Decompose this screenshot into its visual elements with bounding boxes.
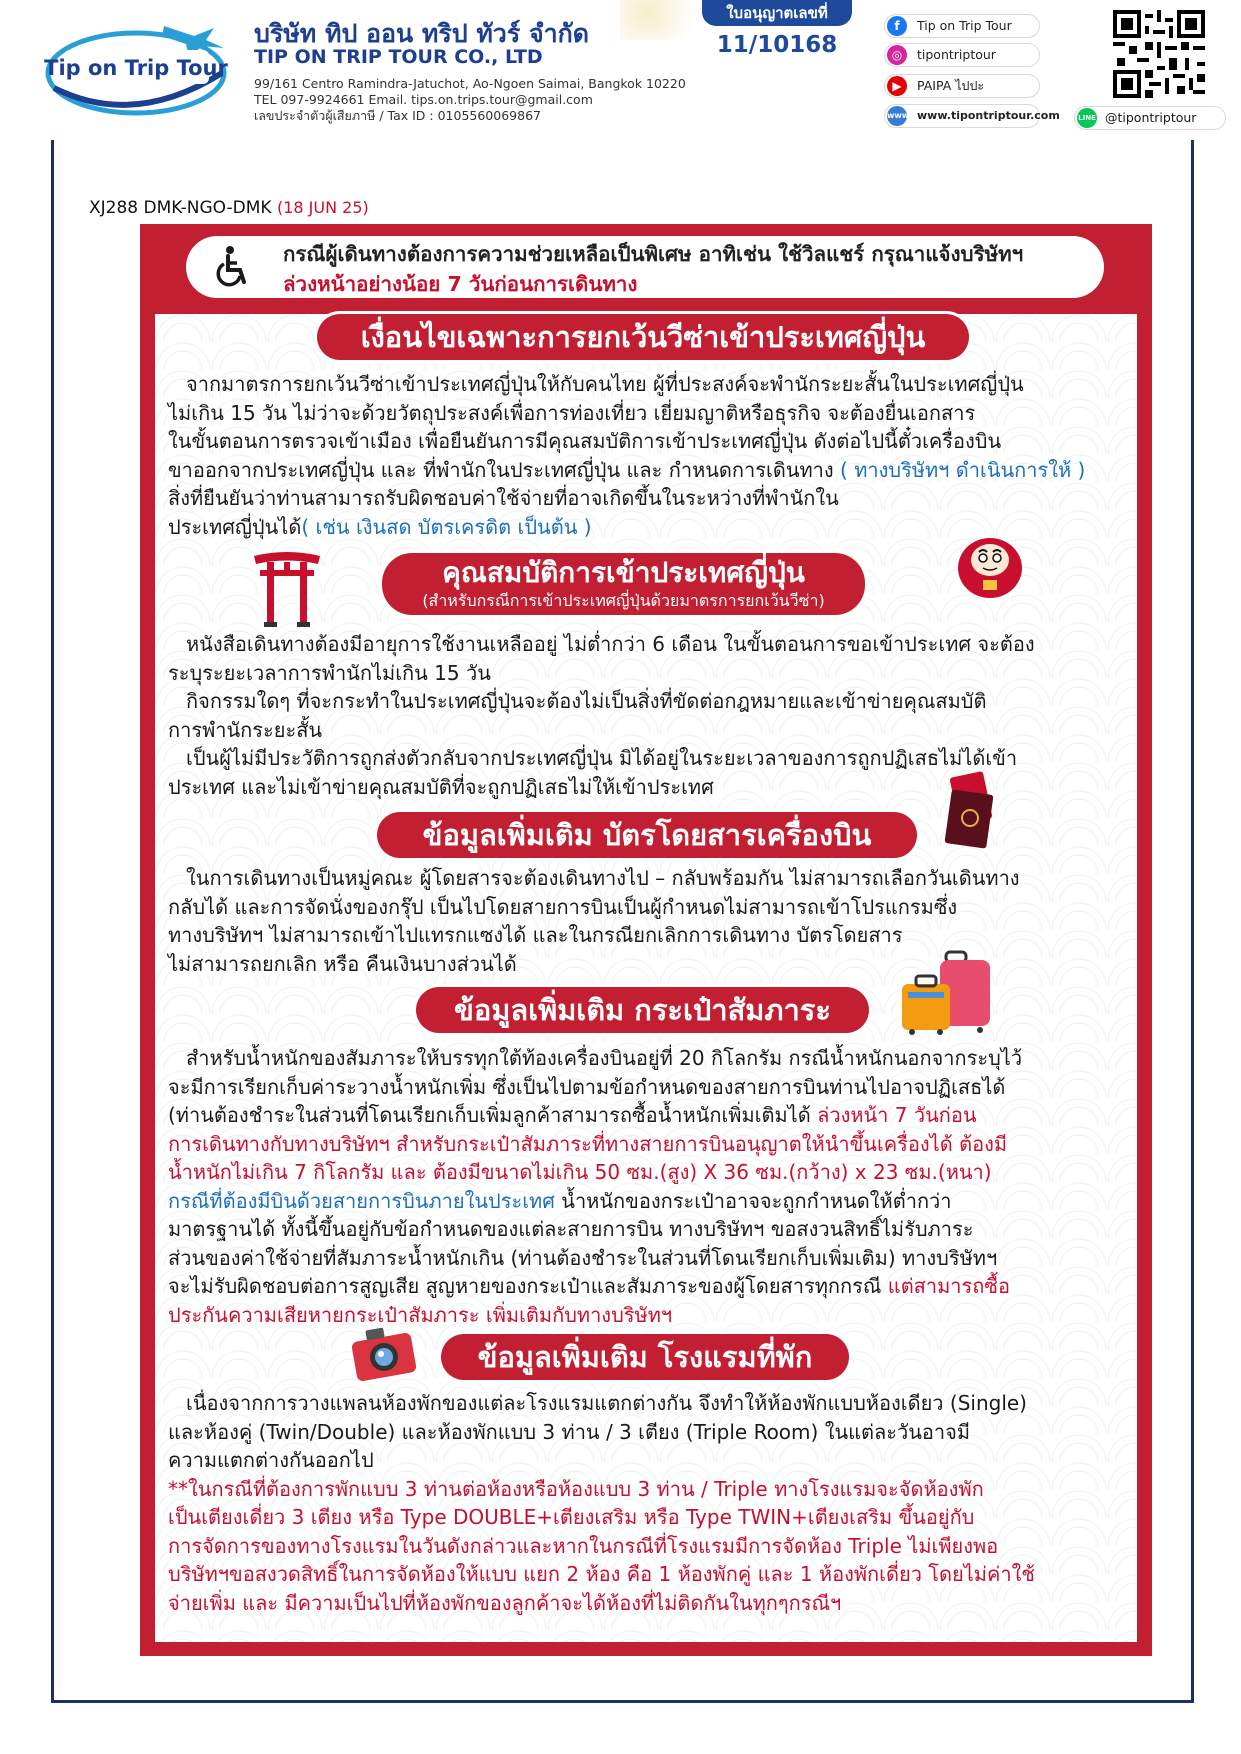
camera-icon — [350, 1325, 418, 1381]
globe-icon: www — [887, 106, 907, 126]
facebook-icon: f — [887, 16, 907, 36]
instagram-link[interactable]: ◎ tipontriptour — [884, 43, 1040, 67]
website-link[interactable]: www www.tipontriptour.com — [884, 104, 1040, 128]
visa-section-heading: เงื่อนไขเฉพาะการยกเว้นวีซ่าเข้าประเทศญี่ปุ่น — [317, 314, 969, 360]
torii-gate-icon — [252, 548, 322, 628]
tax-id-line: เลขประจำตัวผู้เสียภาษี / Tax ID : 0105560069867 — [254, 108, 541, 123]
svg-text:Tip on Trip Tour: Tip on Trip Tour — [44, 56, 228, 80]
line-link[interactable]: LINE @tipontriptour — [1074, 106, 1226, 130]
line-icon: LINE — [1077, 108, 1097, 128]
flight-date: (18 JUN 25) — [276, 198, 369, 217]
baggage-section-body: สำหรับน้ำหนักของสัมภาระให้บรรทุกใต้ท้องเครื่องบินอยู่ที่ 20 กิโลกรัม กรณีน้ำหนักนอกจากระบุไว้ จะมีการเรียกเก็บค่าระวางน้ำหนักเพิ่ม ซึ่งเป็นไปตามข้อกำหนดของสายการบินท่านไปอาจปฏิเสธได้ (ท่านต้องชำระในส่วนที่โดนเรียกเก็บเพิ่มลูกค้าสามารถซื้อน้ำหนักเพิ่มเติมได้ ล่วงหน้า 7 วันก่อน การเดินทางกับทางบริษัทฯ สำหรับกระเป๋าสัมภาระที่ทางสายการบินอนุญาตให้นำขึ้นเครื่องได้ ต้องมี น้ำหนักไม่เกิน 7 กิโลกรัม และ ต้องมีขนาดไม่เกิน 50 ซม.(สูง) X 36 ซม.(กว้าง) x 23 ซม.(หนา) กรณีที่ต้องมีบินด้วยสายการบินภายในประเทศ น้ำหนักของกระเป๋าอาจจะถูกกำหนดให้ต่ำกว่า มาตรฐานได้ ทั้งนี้ขึ้นอยู่กับข้อกำหนดของแต่ละสายการบิน ทางบริษัทฯ ขอสงวนสิทธิ์ไม่รับภาระ ส่วนของค่าใช้จ่ายที่สัมภาระน้ำหนักเกิน (ท่านต้องชำระในส่วนที่โดนเรียกเก็บเพิ่มเติม) ทางบริษัทฯ จะไม่รับผิดชอบต่อการสูญเสีย สูญหายของกระเป๋าและสัมภาระของผู้โดยสารทุกกรณี แต่สามารถซื้อ ประกันความเสียหายกระเป๋าสัมภาระ เพิ่มเติมกับทางบริษัทฯ — [168, 1046, 1023, 1327]
company-logo — [44, 18, 229, 123]
flight-info — [89, 198, 369, 218]
notice-line-2: ล่วงหน้าอย่างน้อย 7 วันก่อนการเดินทาง — [283, 272, 638, 296]
hotel-section-body: เนื่องจากการวางแพลนห้องพักของแต่ละโรงแรมแตกต่างกัน จึงทำให้ห้องพักแบบห้องเดียว (Single) และห้องคู่ (Twin/Double) และห้องพักแบบ 3 ท่าน / 3 เตียง (Triple Room) ในแต่ละวันอาจมี ความแตกต่างกันออกไป **ในกรณีที่ต้องการพักแบบ 3 ท่านต่อห้องหรือห้องแบบ 3 ท่าน / Triple ทางโรงแรมจะจัดห้องพัก เป็นเตียงเดี่ยว 3 เตียง หรือ Type DOUBLE+เตียงเสริม หรือ Type TWIN+เตียงเสริม ขึ้นอยู่กับ การจัดการของทางโรงแรมในวันดังกล่าวและหากในกรณีที่โรงแรมมีการจัดห้อง Triple ไม่เพียงพอ บริษัทฯขอสงวดสิทธิ์ในการจัดห้องให้แบบ แยก 2 ห้อง คือ 1 ห้องพักคู่ และ 1 ห้องพักเดี่ยว โดยไม่ค่าใช้ จ่ายเพิ่ม และ มีความเป็นไปที่ห้องพักของลูกค้าจะได้ห้องที่ไม่ติดกันในทุกๆกรณีฯ — [168, 1391, 1035, 1615]
qualification-section-body: หนังสือเดินทางต้องมีอายุการใช้งานเหลืออยู่ ไม่ต่ำกว่า 6 เดือน ในขั้นตอนการขอเข้าประเทศ จะต้อง ระบุระยะเวลาการพำนักไม่เกิน 15 วัน กิจกรรมใดๆ ที่จะกระทำในประเทศญี่ปุ่นจะต้องไม่เป็นสิ่งที่ขัดต่อกฎหมายและเข้าข่ายคุณสมบัติ การพำนักระยะสั้น เป็นผู้ไม่มีประวัติการถูกส่งตัวกลับจากประเทศญี่ปุ่น มิได้อยู่ในระยะเวลาของการถูกปฏิเสธไม่ได้เข้า ประเทศ และไม่เข้าข่ายคุณสมบัติที่จะถูกปฏิเสธไม่ให้เข้าประเทศ — [168, 632, 1035, 799]
license-label: ใบอนุญาตเลขที่ — [702, 0, 852, 26]
address-line: 99/161 Centro Ramindra-Jatuchot, Ao-Ngoen Saimai, Bangkok 10220 — [254, 76, 686, 91]
qualification-section-heading: คุณสมบัติการเข้าประเทศญี่ปุ่น (สำหรับกรณีการเข้าประเทศญี่ปุ่นด้วยมาตรการยกเว้นวีซ่า) — [382, 553, 865, 615]
daruma-icon — [955, 532, 1025, 600]
decorative-cloud — [620, 0, 710, 40]
qr-code — [1113, 10, 1205, 98]
contact-line: TEL 097-9924661 Email. tips.on.trips.tour@gmail.com — [254, 92, 593, 107]
youtube-icon: ▶ — [887, 76, 907, 96]
baggage-section-heading: ข้อมูลเพิ่มเติม กระเป๋าสัมภาระ — [416, 987, 869, 1033]
passport-ticket-icon — [944, 770, 1000, 850]
company-name-thai: บริษัท ทิป ออน ทริป ทัวร์ จำกัด — [254, 19, 590, 48]
company-name-english: TIP ON TRIP TOUR CO., LTD — [254, 46, 543, 68]
qualification-subtitle: (สำหรับกรณีการเข้าประเทศญี่ปุ่นด้วยมาตรการยกเว้นวีซ่า) — [422, 591, 825, 610]
wheelchair-icon — [210, 244, 254, 288]
letterhead — [0, 0, 1241, 140]
flight-code: XJ288 DMK-NGO-DMK — [89, 198, 272, 218]
notice-line-1: กรณีผู้เดินทางต้องการความช่วยเหลือเป็นพิเศษ อาทิเช่น ใช้วิลแชร์ กรุณาแจ้งบริษัทฯ — [283, 242, 1024, 266]
instagram-icon: ◎ — [887, 45, 907, 65]
luggage-icon — [900, 948, 995, 1036]
youtube-link[interactable]: ▶ PAIPA ไปปะ — [884, 74, 1040, 98]
ticket-section-body: ในการเดินทางเป็นหมู่คณะ ผู้โดยสารจะต้องเดินทางไป – กลับพร้อมกัน ไม่สามารถเลือกวันเดินทาง กลับได้ และการจัดนั่งของกรุ๊ป เป็นไปโดยสายการบินเป็นผู้กำหนดไม่สามารถเข้าโปรแกรมซึ่ง ทางบริษัทฯ ไม่สามารถเข้าไปแทรกแซงได้ และในกรณียกเลิกการเดินทาง บัตรโดยสาร ไม่สามารถยกเลิก หรือ คืนเงินบางส่วนได้ — [168, 866, 1020, 976]
hotel-section-heading: ข้อมูลเพิ่มเติม โรงแรมที่พัก — [441, 1334, 849, 1380]
license-number: 11/10168 — [716, 32, 838, 58]
company-address — [254, 76, 686, 124]
visa-section-body: จากมาตรการยกเว้นวีซ่าเข้าประเทศญี่ปุ่นให้กับคนไทย ผู้ที่ประสงค์จะพำนักระยะสั้นในประเทศญี่ปุ่น ไม่เกิน 15 วัน ไม่ว่าจะด้วยวัตถุประสงค์เพื่อการท่องเที่ยว เยี่ยมญาติหรือธุรกิจ จะต้องยื่นเอกสาร ในขั้นตอนการตรวจเข้าเมือง เพื่อยืนยันการมีคุณสมบัติการเข้าประเทศญี่ปุ่น ดังต่อไปนี้ตั๋วเครื่องบิน ขาออกจากประเทศญี่ปุ่น และ ที่พำนักในประเทศญี่ปุ่น และ กำหนดการเดินทาง ( ทางบริษัทฯ ดำเนินการให้ ) สิ่งที่ยืนยันว่าท่านสามารถรับผิดชอบค่าใช้จ่ายที่อาจเกิดขึ้นในระหว่างที่พำนักใน ประเทศญี่ปุ่นได้( เช่น เงินสด บัตรเครดิต เป็นต้น ) — [168, 372, 1086, 539]
ticket-section-heading: ข้อมูลเพิ่มเติม บัตรโดยสารเครื่องบิน — [377, 812, 917, 858]
facebook-link[interactable]: f Tip on Trip Tour — [884, 14, 1040, 38]
